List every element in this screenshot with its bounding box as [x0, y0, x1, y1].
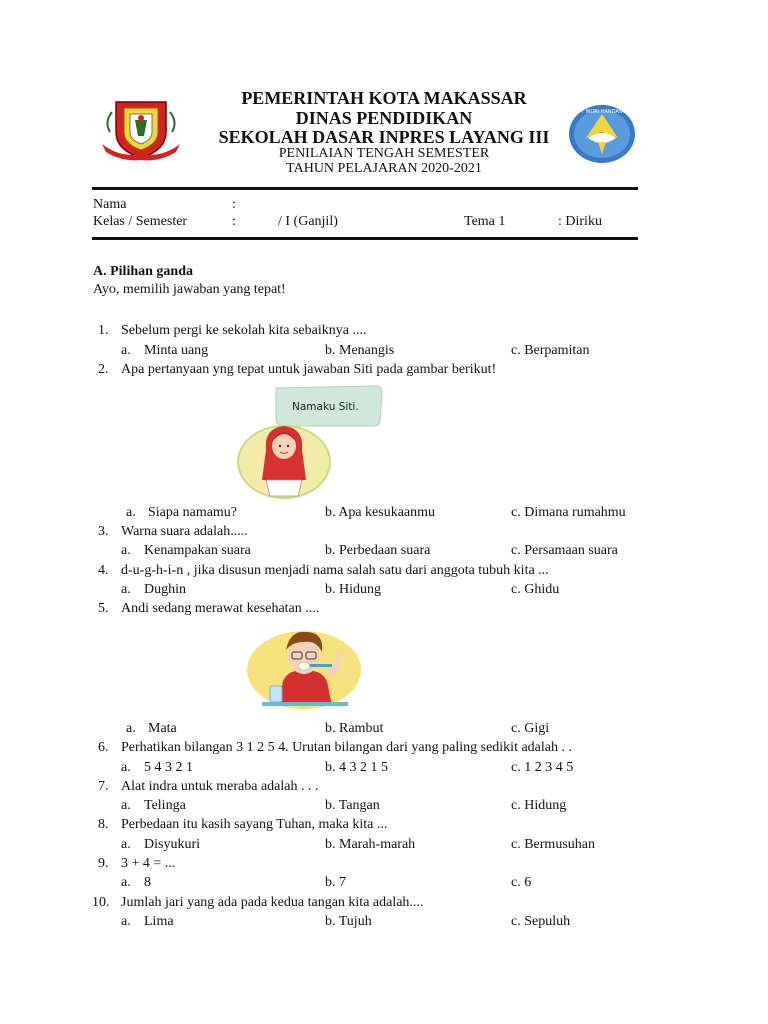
option-a: Siapa namamu? [148, 505, 238, 520]
option-c: c. 6 [511, 875, 532, 890]
question-number: 2. [98, 362, 109, 377]
header-agency: DINAS PENDIDIKAN [295, 108, 473, 128]
tema-value: : Diriku [558, 214, 602, 229]
option-c: c. Hidung [511, 798, 567, 813]
class-label: Kelas / Semester [93, 214, 188, 229]
semester-value: / I (Ganjil) [278, 214, 338, 229]
option-a-prefix: a. [121, 875, 131, 890]
header-year: TAHUN PELAJARAN 2020-2021 [286, 161, 482, 176]
section-instruction: Ayo, memilih jawaban yang tepat! [93, 282, 286, 297]
option-c: c. Bermusuhan [511, 837, 595, 852]
class-colon: : [232, 214, 236, 229]
question-text: d-u-g-h-i-n , jika disusun menjadi nama salah satu dari anggota tubuh kita ... [121, 563, 549, 578]
option-a-prefix: a. [121, 760, 131, 775]
question-number: 5. [98, 601, 109, 616]
question-number: 3. [98, 524, 109, 539]
option-b: b. Perbedaan suara [325, 543, 431, 558]
name-colon: : [232, 197, 236, 212]
option-a: 8 [144, 875, 151, 890]
question-text: Jumlah jari yang ada pada kedua tangan kita adalah.... [121, 895, 424, 910]
option-b: b. Hidung [325, 582, 381, 597]
option-a: Kenampakan suara [144, 543, 251, 558]
tema-label: Tema 1 [464, 214, 506, 229]
option-a: 5 4 3 2 1 [144, 760, 193, 775]
option-a-prefix: a. [126, 721, 136, 736]
option-a: Mata [148, 721, 177, 736]
question-text: Andi sedang merawat kesehatan .... [121, 601, 320, 616]
question-text: Sebelum pergi ke sekolah kita sebaiknya .... [121, 323, 367, 338]
header-exam: PENILAIAN TENGAH SEMESTER [278, 146, 490, 161]
section-title: A. Pilihan ganda [93, 264, 193, 279]
option-a-prefix: a. [121, 798, 131, 813]
option-a: Minta uang [144, 343, 209, 358]
question-number: 8. [98, 817, 109, 832]
option-b: b. Tangan [325, 798, 380, 813]
option-a: Lima [144, 914, 174, 929]
option-b: b. Apa kesukaanmu [325, 505, 436, 520]
option-a: Telinga [144, 798, 186, 813]
question-number: 9. [98, 856, 109, 871]
question-text: Perhatikan bilangan 3 1 2 5 4. Urutan bilangan dari yang paling sedikit adalah . . [121, 740, 572, 755]
option-a-prefix: a. [121, 582, 131, 597]
question-number: 10. [92, 895, 110, 910]
option-a-prefix: a. [121, 914, 131, 929]
option-b: b. Marah-marah [325, 837, 416, 852]
question-number: 1. [98, 323, 109, 338]
option-a-prefix: a. [121, 343, 131, 358]
speech-bubble-text: Namaku Siti. [292, 401, 359, 413]
question-text: Perbedaan itu kasih sayang Tuhan, maka kita ... [121, 817, 388, 832]
question-number: 4. [98, 563, 109, 578]
svg-text:TUT WURI HANDAYANI: TUT WURI HANDAYANI [574, 109, 630, 115]
option-c: c. Berpamitan [511, 343, 590, 358]
option-c: c. Sepuluh [511, 914, 571, 929]
header-school: SEKOLAH DASAR INPRES LAYANG III [218, 127, 550, 147]
option-c: c. Gigi [511, 721, 550, 736]
question-text: Warna suara adalah..... [121, 524, 248, 539]
header-government: PEMERINTAH KOTA MAKASSAR [241, 88, 527, 108]
option-c: c. Persamaan suara [511, 543, 618, 558]
option-c: c. 1 2 3 4 5 [511, 760, 574, 775]
option-a-prefix: a. [126, 505, 136, 520]
option-b: b. 4 3 2 1 5 [325, 760, 388, 775]
option-a-prefix: a. [121, 543, 131, 558]
question-number: 6. [98, 740, 109, 755]
option-a-prefix: a. [121, 837, 131, 852]
boy-brushing-teeth-illustration-icon [246, 626, 362, 710]
question-text: 3 + 4 = ... [121, 856, 176, 871]
option-a: Dughin [144, 582, 186, 597]
option-a: Disyukuri [144, 837, 200, 852]
question-number: 7. [98, 779, 109, 794]
question-text: Apa pertanyaan yng tepat untuk jawaban Siti pada gambar berikut! [121, 362, 497, 377]
option-c: c. Ghidu [511, 582, 560, 597]
option-b: b. Tujuh [325, 914, 372, 929]
option-b: b. 7 [325, 875, 346, 890]
divider-bottom [92, 237, 638, 240]
option-c: c. Dimana rumahmu [511, 505, 626, 520]
question-text: Alat indra untuk meraba adalah . . . [121, 779, 319, 794]
option-b: b. Rambut [325, 721, 384, 736]
divider-top [92, 187, 638, 190]
name-label: Nama [93, 197, 127, 212]
option-b: b. Menangis [325, 343, 395, 358]
